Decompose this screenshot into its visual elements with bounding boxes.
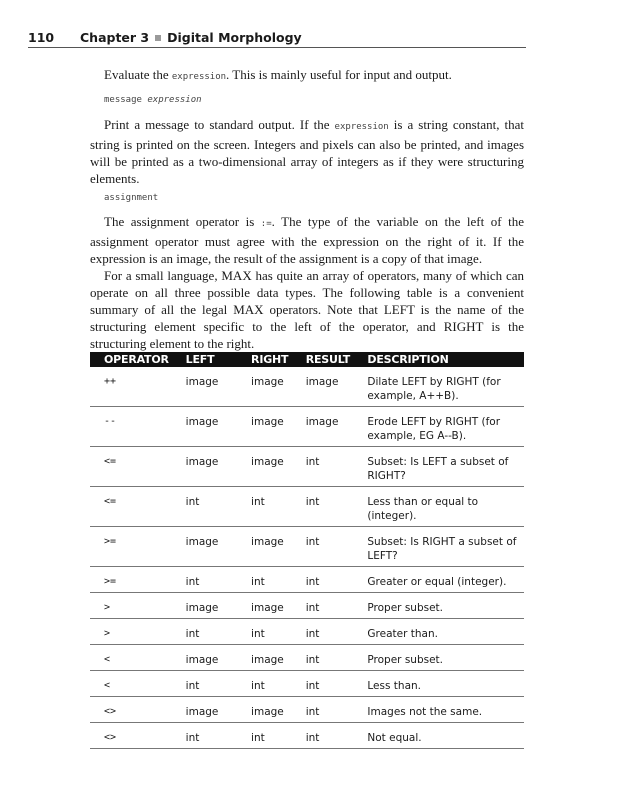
left-cell: int: [186, 723, 251, 749]
table-row: [90, 367, 524, 407]
table-header-row: [90, 352, 524, 367]
description-cell: Greater or equal (integer).: [367, 567, 524, 593]
para1-text-after: . This is mainly useful for input and output.: [226, 67, 452, 82]
paragraph-evaluate: [90, 66, 524, 86]
result-cell: image: [306, 407, 368, 447]
result-cell: int: [306, 697, 368, 723]
para3-text-before: The assignment operator is: [104, 214, 261, 229]
result-cell: int: [306, 593, 368, 619]
operator-cell: <=: [90, 487, 186, 527]
description-cell: Dilate LEFT by RIGHT (for example, A++B).: [367, 367, 524, 407]
result-cell: int: [306, 671, 368, 697]
description-cell: Not equal.: [367, 723, 524, 749]
description-cell: Greater than.: [367, 619, 524, 645]
paragraph-print-message: [90, 116, 524, 187]
right-cell: image: [251, 527, 306, 567]
code1-arg: expression: [147, 95, 202, 105]
para3-code: :=: [260, 219, 272, 229]
para2-text-before: Print a message to standard output. If the: [104, 117, 335, 132]
operator-cell: <: [90, 645, 186, 671]
table-row: [90, 645, 524, 671]
table-row: [90, 447, 524, 487]
assignment-section: [90, 213, 524, 352]
right-cell: int: [251, 619, 306, 645]
header-result: RESULT: [306, 352, 368, 367]
page-number: 110: [28, 30, 55, 45]
operator-cell: --: [90, 407, 186, 447]
result-cell: int: [306, 619, 368, 645]
result-cell: int: [306, 527, 368, 567]
description-cell: Erode LEFT by RIGHT (for example, EG A--B).: [367, 407, 524, 447]
table-row: [90, 671, 524, 697]
bullet-separator-icon: [155, 35, 161, 41]
left-cell: image: [186, 447, 251, 487]
operator-cell: <>: [90, 697, 186, 723]
left-cell: int: [186, 671, 251, 697]
description-cell: Images not the same.: [367, 697, 524, 723]
left-cell: image: [186, 367, 251, 407]
left-cell: image: [186, 593, 251, 619]
code-assignment-syntax: assignment: [104, 193, 159, 203]
result-cell: image: [306, 367, 368, 407]
right-cell: int: [251, 671, 306, 697]
right-cell: int: [251, 567, 306, 593]
description-cell: Subset: Is RIGHT a subset of LEFT?: [367, 527, 524, 567]
left-cell: image: [186, 407, 251, 447]
operator-cell: >=: [90, 567, 186, 593]
paragraph-assignment: [90, 213, 524, 267]
table-row: [90, 697, 524, 723]
para1-text-before: Evaluate the: [104, 67, 172, 82]
table-body: [90, 367, 524, 749]
left-cell: int: [186, 619, 251, 645]
operator-cell: >: [90, 619, 186, 645]
operator-cell: ++: [90, 367, 186, 407]
right-cell: image: [251, 697, 306, 723]
header-description: DESCRIPTION: [367, 352, 524, 367]
table-row: [90, 619, 524, 645]
operators-table: [90, 352, 524, 749]
paragraph-operators-intro: For a small language, MAX has quite an array of operators, many of which can operate on all three possible data types. The following table is a convenient summary of all the legal MAX operators. Note that LEFT is the name of the structuring element specific to the left of the operator, and RIGHT is the structuring element to the right.: [90, 268, 524, 351]
right-cell: image: [251, 367, 306, 407]
result-cell: int: [306, 487, 368, 527]
result-cell: int: [306, 567, 368, 593]
operator-cell: <>: [90, 723, 186, 749]
header-left: LEFT: [186, 352, 251, 367]
description-cell: Proper subset.: [367, 645, 524, 671]
right-cell: image: [251, 447, 306, 487]
para2-code: expression: [334, 122, 389, 132]
left-cell: int: [186, 487, 251, 527]
description-cell: Less than.: [367, 671, 524, 697]
description-cell: Less than or equal to (integer).: [367, 487, 524, 527]
table-row: [90, 487, 524, 527]
right-cell: image: [251, 645, 306, 671]
description-cell: Proper subset.: [367, 593, 524, 619]
left-cell: image: [186, 645, 251, 671]
right-cell: int: [251, 723, 306, 749]
chapter-title: Digital Morphology: [167, 30, 302, 45]
right-cell: image: [251, 407, 306, 447]
left-cell: image: [186, 527, 251, 567]
left-cell: image: [186, 697, 251, 723]
para3-text-after: . The type of the variable on the left of the assignment operator must agree with the expression on the right of it. If the expression is an image, the result of the assignment is a copy of that image.: [90, 214, 524, 266]
table-row: [90, 593, 524, 619]
operator-cell: >=: [90, 527, 186, 567]
right-cell: int: [251, 487, 306, 527]
chapter-label: Chapter 3: [80, 30, 150, 45]
result-cell: int: [306, 645, 368, 671]
header-right: RIGHT: [251, 352, 306, 367]
operator-cell: <: [90, 671, 186, 697]
result-cell: int: [306, 723, 368, 749]
table-row: [90, 527, 524, 567]
operator-cell: <=: [90, 447, 186, 487]
result-cell: int: [306, 447, 368, 487]
table-row: [90, 567, 524, 593]
table-row: [90, 407, 524, 447]
code1-keyword: message: [104, 95, 142, 105]
code-message-syntax: [104, 95, 202, 105]
para2-text-after: is a string constant, that string is printed on the screen. Integers and pixels can also be printed, and images will be printed as a two-dimensional array of integers as if they were structuring elements.: [90, 117, 525, 186]
description-cell: Subset: Is LEFT a subset of RIGHT?: [367, 447, 524, 487]
running-head: [28, 30, 526, 48]
right-cell: image: [251, 593, 306, 619]
table-row: [90, 723, 524, 749]
left-cell: int: [186, 567, 251, 593]
operator-cell: >: [90, 593, 186, 619]
para1-code: expression: [171, 72, 227, 82]
header-operator: OPERATOR: [90, 352, 186, 367]
